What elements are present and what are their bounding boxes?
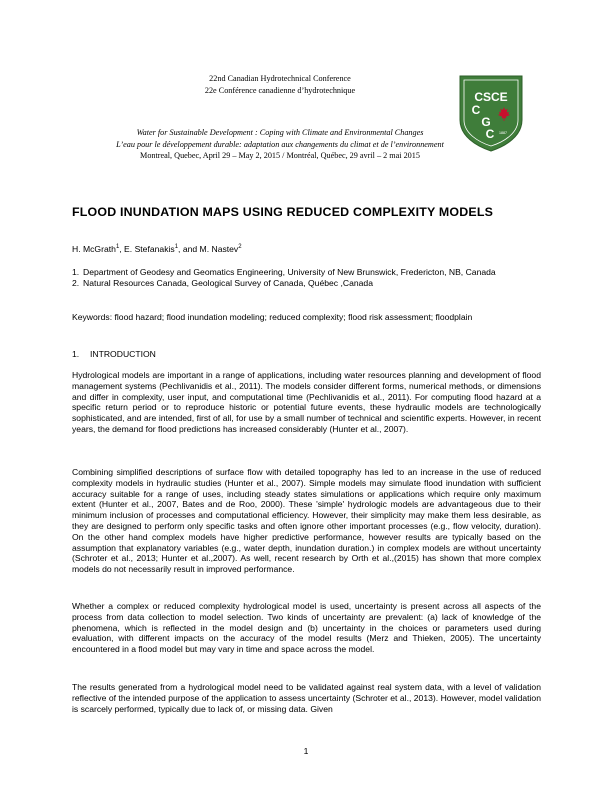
affiliation-item [72,267,541,278]
conference-header [60,73,500,96]
author-1-affiliation: 1 [115,244,120,251]
paragraph: The results generated from a hydrological model need to be validated against real system data, with a level of validation reflective of the intended purpose of the application to assess uncertainty (Schroter et al., 2013). However, model validation is scarcely performed, typically due to lack of, or missing data. Given [72,682,541,714]
affiliation-number: 1. [72,267,80,277]
section-number: 1. [72,349,80,359]
affiliation-item [72,278,541,289]
page-number: 1 [303,746,309,756]
author-1-name: H. McGrath [72,244,116,254]
conference-theme [60,127,500,162]
author-3-affiliation: 2 [238,244,242,251]
paragraph: Combining simplified descriptions of surface flow with detailed topography has led to an increase in the use of reduced complexity models in hydraulic studies (Hunter et al., 2007). Simple models may simulate flood inundation with sufficient accuracy suitable for a range of uses, including steady states simulations or applications which require only maximum extent (Hunter et al., 2007, Bates and de Roo, 2000). These 'simple' hydrologic models are advantageous due to their minimum inclusion of processes and computational efficiency. However, their simplicity may make them less desirable, as they are designed to perform only specific tasks and often ignore other important processes (e.g., flow velocity, duration). On the other hand complex models have higher predictive performance, however results are typically based on the assumption that explanatory variables (e.g., water depth, inundation duration.) in complex models are without uncertainty (Schroter et al., 2013; Hunter et al.,2007). As well, recent research by Orth et al.,(2015) has shown that more complex models do not necessarily result in improved performance. [72,467,541,575]
logo-year: 1887 [499,131,507,135]
logo-text-csce: CSCE [474,90,508,104]
paper-title: FLOOD INUNDATION MAPS USING REDUCED COMPLEXITY MODELS [72,205,494,219]
conference-theme-en: Water for Sustainable Development : Coping with Climate and Environmental Changes [136,128,424,137]
affiliation-list [72,267,541,289]
csce-logo-icon [456,74,526,152]
conference-dates: Montreal, Quebec, April 29 – May 2, 2015 / Montréal, Québec, 29 avril – 2 mai 2015 [140,151,420,160]
author-list [72,244,541,255]
section-title: INTRODUCTION [90,349,156,359]
paragraph: Hydrological models are important in a range of applications, including water resources planning and development of flood management systems (Pechlivanidis et al., 2011). The models consider different forms, numerical methods, or dimensions and differ in complexity, user input, and computational time (Pechlivanidis et al., 2011). For computing flood hazard at a specific return period or to reproduce historic or potential future events, these hydraulic models are technologically sophisticated, and are intended, first of all, for use by a small number of technical and scientific experts. However, in recent years, the demand for flood predictions has increased considerably (Hunter et al., 2007). [72,370,541,434]
paragraph: Whether a complex or reduced complexity hydrological model is used, uncertainty is present across all aspects of the process from data collection to model selection. Two kinds of uncertainty are prevalent: (a) lack of knowledge of the phenomena, which is reflected in the model design and (b) uncertainty in the choices or parameters used during evaluation, with different impacts on the accuracy of the model results (Merz and Thieken, 2005). The uncertainty encountered in a flood model but may vary in time and space across the model. [72,601,541,655]
section-heading [72,349,156,359]
logo-text-c1: C [471,103,481,117]
affiliation-text: Natural Resources Canada, Geological Survey of Canada, Québec ,Canada [83,277,373,288]
logo-text-g: G [481,115,491,129]
author-2-name: , E. Stefanakis [119,244,175,254]
conference-name-en: 22nd Canadian Hydrotechnical Conference [209,74,351,83]
conference-theme-fr: L’eau pour le développement durable: adaptation aux changements du climat et de l’environnement [116,139,444,149]
logo-text-c2: C [485,127,495,141]
author-2-affiliation: 1 [174,244,179,251]
keywords: Keywords: flood hazard; flood inundation modeling; reduced complexity; flood risk assessment; floodplain [72,312,473,322]
author-3-name: , and M. Nastev [178,244,239,254]
affiliation-text: Department of Geodesy and Geomatics Engineering, University of New Brunswick, Fredericton, NB, Canada [83,267,496,277]
conference-name-fr: 22e Conférence canadienne d’hydrotechnique [204,85,356,95]
affiliation-number: 2. [72,277,80,288]
